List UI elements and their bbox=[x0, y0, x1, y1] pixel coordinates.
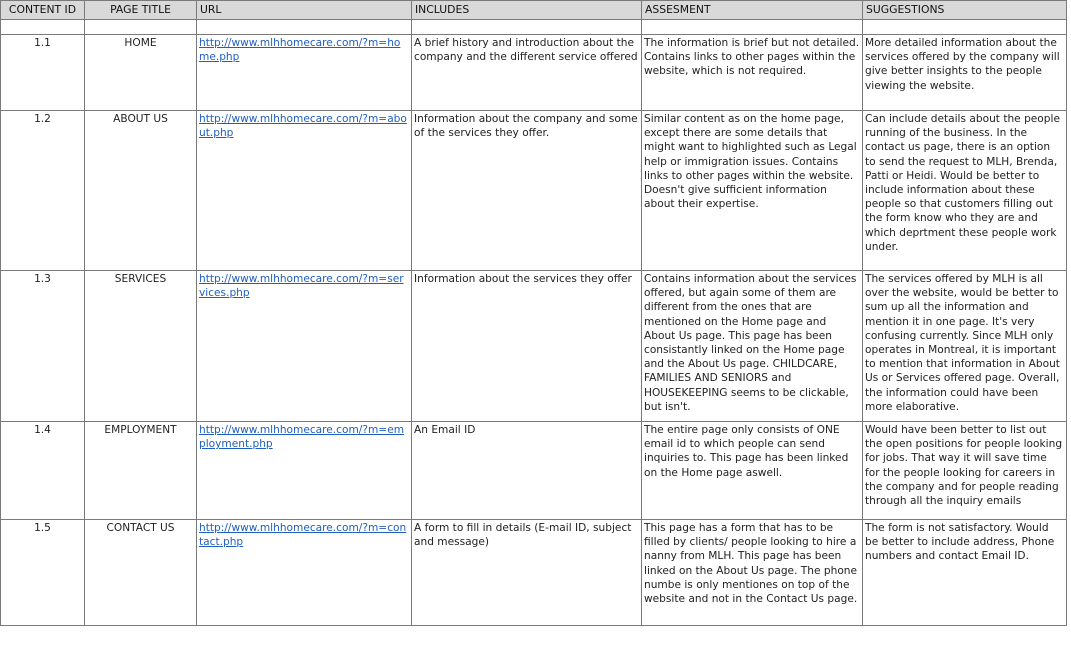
empty-cell[interactable] bbox=[85, 20, 197, 35]
page-title-cell[interactable]: CONTACT US bbox=[85, 520, 197, 626]
table-row bbox=[1, 422, 1067, 520]
empty-cell[interactable] bbox=[412, 20, 642, 35]
table-row bbox=[1, 271, 1067, 422]
url-link[interactable]: http://www.mlhhomecare.com/?m=contact.php bbox=[199, 522, 407, 549]
includes-cell[interactable]: Information about the services they offer bbox=[412, 271, 642, 422]
url-cell[interactable] bbox=[197, 422, 412, 520]
suggestions-cell[interactable]: The services offered by MLH is all over the website, would be better to sum up all the information and mention it in one page. It's very confusing currently. Since MLH only operates in Montreal, it is important to mention that information in About Us or Services offered page. Overall, the information could have been more elaborative. bbox=[863, 271, 1067, 422]
includes-cell[interactable]: A brief history and introduction about the company and the different service offered bbox=[412, 35, 642, 111]
assesment-cell[interactable]: The entire page only consists of ONE email id to which people can send inquiries to. This page has been linked on the Home page aswell. bbox=[642, 422, 863, 520]
header-includes[interactable]: INCLUDES bbox=[412, 1, 642, 20]
suggestions-cell[interactable]: Can include details about the people running of the business. In the contact us page, there is an option to send the request to MLH, Brenda, Patti or Heidi. Would be better to include information about these people so that customers filling out the form know who they are and which deprtment these people work under. bbox=[863, 111, 1067, 271]
suggestions-cell[interactable]: Would have been better to list out the open positions for people looking for jobs. That way it will save time for the people looking for careers in the company and for people reading through all the inquiry emails bbox=[863, 422, 1067, 520]
empty-cell[interactable] bbox=[642, 20, 863, 35]
header-assesment[interactable]: ASSESMENT bbox=[642, 1, 863, 20]
content-id-cell[interactable]: 1.3 bbox=[1, 271, 85, 422]
empty-cell[interactable] bbox=[863, 20, 1067, 35]
table-row bbox=[1, 35, 1067, 111]
page-title-cell[interactable]: SERVICES bbox=[85, 271, 197, 422]
includes-cell[interactable]: Information about the company and some of the services they offer. bbox=[412, 111, 642, 271]
url-cell[interactable] bbox=[197, 520, 412, 626]
content-id-cell[interactable]: 1.4 bbox=[1, 422, 85, 520]
suggestions-cell[interactable]: More detailed information about the services offered by the company will give better insights to the people viewing the website. bbox=[863, 35, 1067, 111]
assesment-cell[interactable]: Contains information about the services offered, but again some of them are different from the ones that are mentioned on the Home page and About Us page. This page has been consistantly linked on the Home page and the About Us page. CHILDCARE, FAMILIES AND SENIORS and HOUSEKEEPING seems to be clickable, but isn't. bbox=[642, 271, 863, 422]
url-link[interactable]: http://www.mlhhomecare.com/?m=home.php bbox=[199, 37, 401, 64]
suggestions-cell[interactable]: The form is not satisfactory. Would be better to include address, Phone numbers and contact Email ID. bbox=[863, 520, 1067, 626]
page-title-cell[interactable]: EMPLOYMENT bbox=[85, 422, 197, 520]
empty-cell[interactable] bbox=[1, 20, 85, 35]
assesment-cell[interactable]: Similar content as on the home page, except there are some details that might want to highlighted such as Legal help or immigration issues. Contains links to other pages within the website. Doesn't give sufficient information about their expertise. bbox=[642, 111, 863, 271]
assesment-cell[interactable]: This page has a form that has to be filled by clients/ people looking to hire a nanny from MLH. This page has been linked on the About Us page. The phone numbe is only mentiones on top of the website and not in the Contact Us page. bbox=[642, 520, 863, 626]
assesment-cell[interactable]: The information is brief but not detailed. Contains links to other pages within the website, which is not required. bbox=[642, 35, 863, 111]
header-url[interactable]: URL bbox=[197, 1, 412, 20]
empty-cell[interactable] bbox=[197, 20, 412, 35]
header-row bbox=[1, 1, 1067, 20]
url-link[interactable]: http://www.mlhhomecare.com/?m=services.php bbox=[199, 273, 404, 300]
includes-cell[interactable]: An Email ID bbox=[412, 422, 642, 520]
table-row bbox=[1, 111, 1067, 271]
page-title-cell[interactable]: ABOUT US bbox=[85, 111, 197, 271]
content-id-cell[interactable]: 1.1 bbox=[1, 35, 85, 111]
header-suggestions[interactable]: SUGGESTIONS bbox=[863, 1, 1067, 20]
url-cell[interactable] bbox=[197, 271, 412, 422]
url-cell[interactable] bbox=[197, 35, 412, 111]
url-cell[interactable] bbox=[197, 111, 412, 271]
content-id-cell[interactable]: 1.5 bbox=[1, 520, 85, 626]
header-content-id[interactable]: CONTENT ID bbox=[1, 1, 85, 20]
page-title-cell[interactable]: HOME bbox=[85, 35, 197, 111]
header-page-title[interactable]: PAGE TITLE bbox=[85, 1, 197, 20]
table-row bbox=[1, 520, 1067, 626]
empty-row bbox=[1, 20, 1067, 35]
url-link[interactable]: http://www.mlhhomecare.com/?m=employment.php bbox=[199, 424, 405, 451]
content-id-cell[interactable]: 1.2 bbox=[1, 111, 85, 271]
includes-cell[interactable]: A form to fill in details (E-mail ID, subject and message) bbox=[412, 520, 642, 626]
url-link[interactable]: http://www.mlhhomecare.com/?m=about.php bbox=[199, 113, 407, 140]
